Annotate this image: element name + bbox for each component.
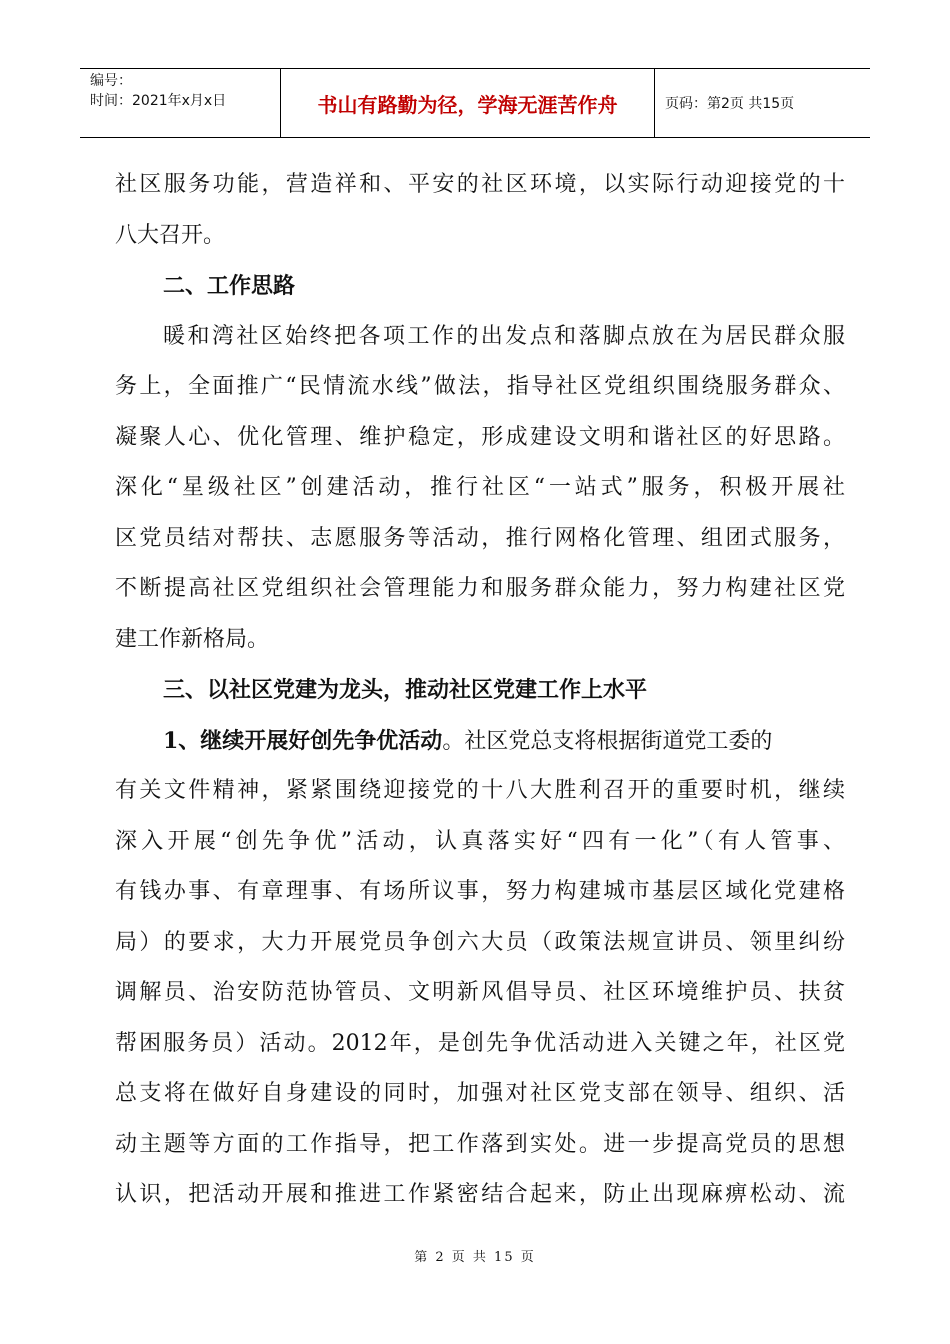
paragraph-line: 凝聚人心、优化管理、维护稳定，形成建设文明和谐社区的好思路。 [115,424,845,450]
paragraph-line: 八大召开。 [115,222,226,248]
page-label: 页码：第2页 共15页 [665,96,795,112]
paragraph-line: 认识，把活动开展和推进工作紧密结合起来，防止出现麻痹松动、流 [115,1182,845,1207]
subheading-text: 1、继续开展好创先争优活动 [163,727,443,754]
paragraph-line: 有关文件精神，紧紧围绕迎接党的十八大胜利召开的重要时机，继续 [115,778,845,803]
paragraph-line: 区党员结对帮扶、志愿服务等活动，推行网格化管理、组团式服务， [115,525,845,551]
paragraph-line [115,716,845,767]
document-body [115,160,845,1221]
section-heading: 三、以社区党建为龙头，推动社区党建工作上水平 [163,677,648,703]
paragraph-line: 深入开展“创先争优”活动，认真落实好“四有一化”（有人管事、 [115,828,845,854]
paragraph-line: 调解员、治安防范协管员、文明新风倡导员、社区环境维护员、扶贫 [115,980,845,1005]
header-table [80,68,870,138]
number-label: 编号： [90,73,132,89]
paragraph-line: 暖和湾社区始终把各项工作的出发点和落脚点放在为居民群众服 [163,323,845,349]
paragraph-line: 深化“星级社区”创建活动，推行社区“一站式”服务，积极开展社 [115,475,845,500]
paragraph-line: 总支将在做好自身建设的同时，加强对社区党支部在领导、组织、活 [115,1081,845,1106]
header-motto-cell [281,69,655,137]
paragraph-text: 。社区党总支将根据街道党工委的 [442,728,773,754]
paragraph-line: 不断提高社区党组织社会管理能力和服务群众能力，努力构建社区党 [115,576,845,601]
header-page-cell [655,69,870,137]
section-heading: 二、工作思路 [163,273,296,299]
paragraph-line: 局）的要求，大力开展党员争创六大员（政策法规宣讲员、领里纠纷 [115,929,845,955]
paragraph-line: 帮困服务员）活动。2012年，是创先争优活动进入关键之年，社区党 [115,1030,845,1056]
paragraph-line: 动主题等方面的工作指导，把工作落到实处。进一步提高党员的思想 [115,1131,845,1157]
motto-text: 书山有路勤为径，学海无涯苦作舟 [317,92,618,117]
paragraph-line: 有钱办事、有章理事、有场所议事，努力构建城市基层区域化党建格 [115,879,845,904]
time-label: 时间：2021年x月x日 [90,93,227,109]
paragraph-line: 务上，全面推广“民情流水线”做法，指导社区党组织围绕服务群众、 [115,374,845,399]
header-meta-cell [80,69,281,137]
paragraph-line: 建工作新格局。 [115,626,270,652]
page-footer: 第 2 页 共 15 页 [414,1250,536,1265]
paragraph-line: 社区服务功能，营造祥和、平安的社区环境，以实际行动迎接党的十 [115,172,845,197]
